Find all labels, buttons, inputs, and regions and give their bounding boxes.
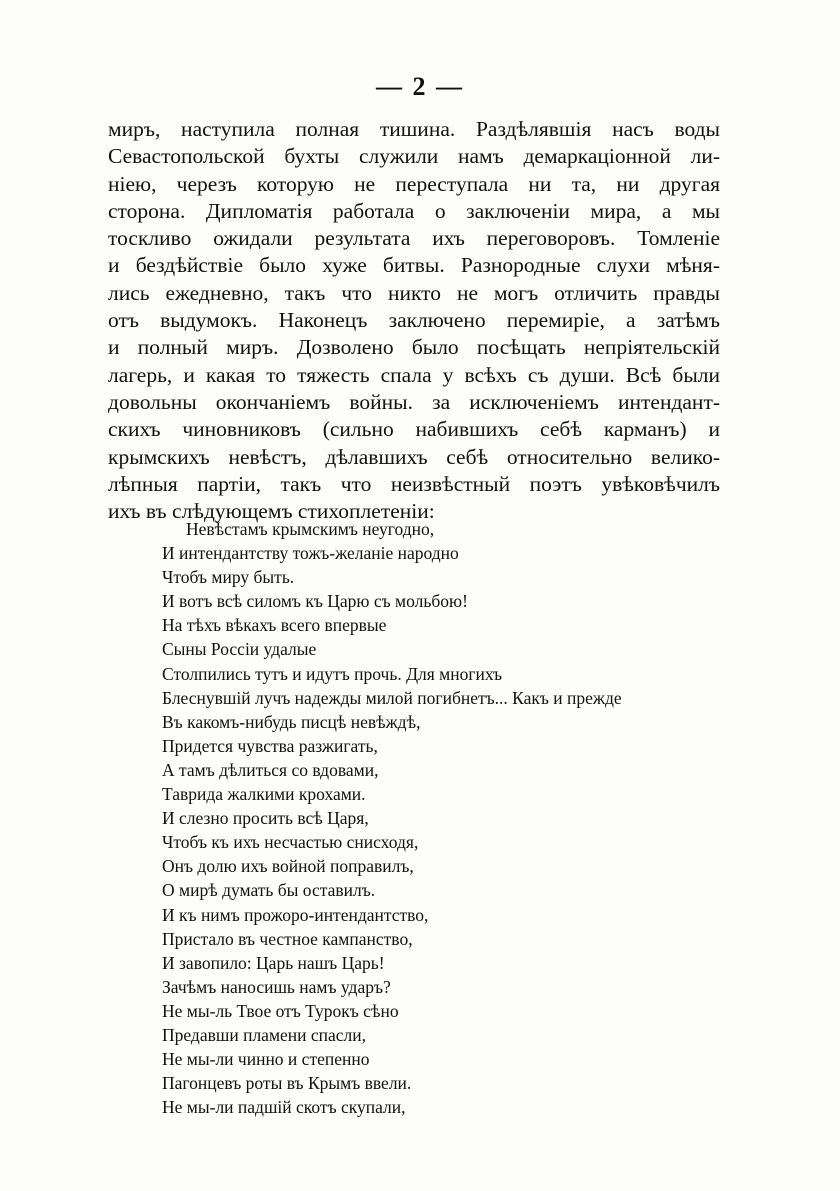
poem-line: И вотъ всѣ силомъ къ Царю съ мольбою! bbox=[162, 591, 468, 612]
poem-line: Сыны Россіи удалые bbox=[162, 639, 317, 660]
prose-line: Севастопольской бухты служили намъ демаркаціонной ли- bbox=[108, 144, 720, 169]
poem-line: Зачѣмъ наносишь намъ ударъ? bbox=[162, 976, 391, 997]
poem-line: Чтобъ къ ихъ несчастью снисходя, bbox=[162, 832, 419, 853]
poem bbox=[162, 517, 722, 1119]
poem-line: И завопило: Царь нашъ Царь! bbox=[162, 952, 385, 973]
poem-line: Не мы-ль Твое отъ Турокъ сѣно bbox=[162, 1000, 399, 1021]
poem-line: Столпились тутъ и идутъ прочь. Для многихъ bbox=[162, 663, 503, 684]
poem-line: Предавши пламени спасли, bbox=[162, 1024, 367, 1045]
poem-line: Чтобъ миру быть. bbox=[162, 567, 295, 588]
page-number: — 2 — bbox=[376, 72, 464, 101]
prose-line: ихъ въ слѣдующемъ стихоплетеніи: bbox=[108, 499, 435, 524]
prose-line: тоскливо ожидали результата ихъ переговоровъ. Томленіе bbox=[108, 226, 720, 251]
prose-line: и полный миръ. Дозволено было посѣщать непріятельскій bbox=[108, 335, 720, 360]
prose-paragraph bbox=[108, 116, 720, 525]
poem-line: Блеснувшій лучъ надежды милой погибнетъ... Какъ и прежде bbox=[162, 687, 622, 708]
prose-line: миръ, наступила полная тишина. Раздѣлявшія насъ воды bbox=[108, 117, 720, 141]
poem-line: Въ какомъ-нибудь писцѣ невѣждѣ, bbox=[162, 711, 421, 732]
poem-line: Пагонцевъ роты въ Крымъ ввели. bbox=[162, 1073, 412, 1094]
poem-line: О мирѣ думать бы оставилъ. bbox=[162, 880, 376, 901]
prose-line: сторона. Дипломатія работала о заключеніи мира, а мы bbox=[108, 198, 720, 223]
poem-line: И къ нимъ прожоро-интендантство, bbox=[162, 904, 429, 925]
prose-line: лагерь, и какая то тяжесть спала у всѣхъ съ души. Всѣ были bbox=[108, 362, 720, 387]
poem-line: Придется чувства разжигать, bbox=[162, 735, 378, 756]
prose-line: ніею, черезъ которую не переступала ни та, ни другая bbox=[108, 171, 720, 196]
poem-line: На тѣхъ вѣкахъ всего впервые bbox=[162, 615, 387, 636]
prose-line: лись ежедневно, такъ что никто не могъ отличить правды bbox=[108, 280, 720, 305]
poem-line: Невѣстамъ крымскимъ неугодно, bbox=[186, 519, 435, 539]
poem-line: Не мы-ли падшій скотъ скупали, bbox=[162, 1097, 406, 1118]
poem-line: Таврида жалкими крохами. bbox=[162, 784, 366, 805]
prose-line: и бездѣйствіе было хуже битвы. Разнородные слухи мѣня- bbox=[108, 253, 720, 278]
prose-line: отъ выдумокъ. Наконецъ заключено перемиріе, а затѣмъ bbox=[108, 308, 720, 333]
prose-line: довольны окончаніемъ войны. за исключеніемъ интендант- bbox=[108, 389, 720, 414]
poem-line: Пристало въ честное кампанство, bbox=[162, 928, 413, 949]
poem-line: И интендантству тожъ-желаніе народно bbox=[162, 543, 459, 564]
poem-line: А тамъ дѣлиться со вдовами, bbox=[162, 759, 379, 780]
prose-line: лѣпныя партіи, такъ что неизвѣстный поэтъ увѣковѣчилъ bbox=[108, 471, 720, 496]
poem-line: Онъ долю ихъ войной поправилъ, bbox=[162, 856, 414, 877]
poem-line: Не мы-ли чинно и степенно bbox=[162, 1049, 370, 1070]
prose-line: скихъ чиновниковъ (сильно набившихъ себѣ карманъ) и bbox=[108, 417, 720, 442]
poem-line: И слезно просить всѣ Царя, bbox=[162, 808, 369, 829]
prose-line: крымскихъ невѣстъ, дѣлавшихъ себѣ относительно велико- bbox=[108, 444, 720, 469]
